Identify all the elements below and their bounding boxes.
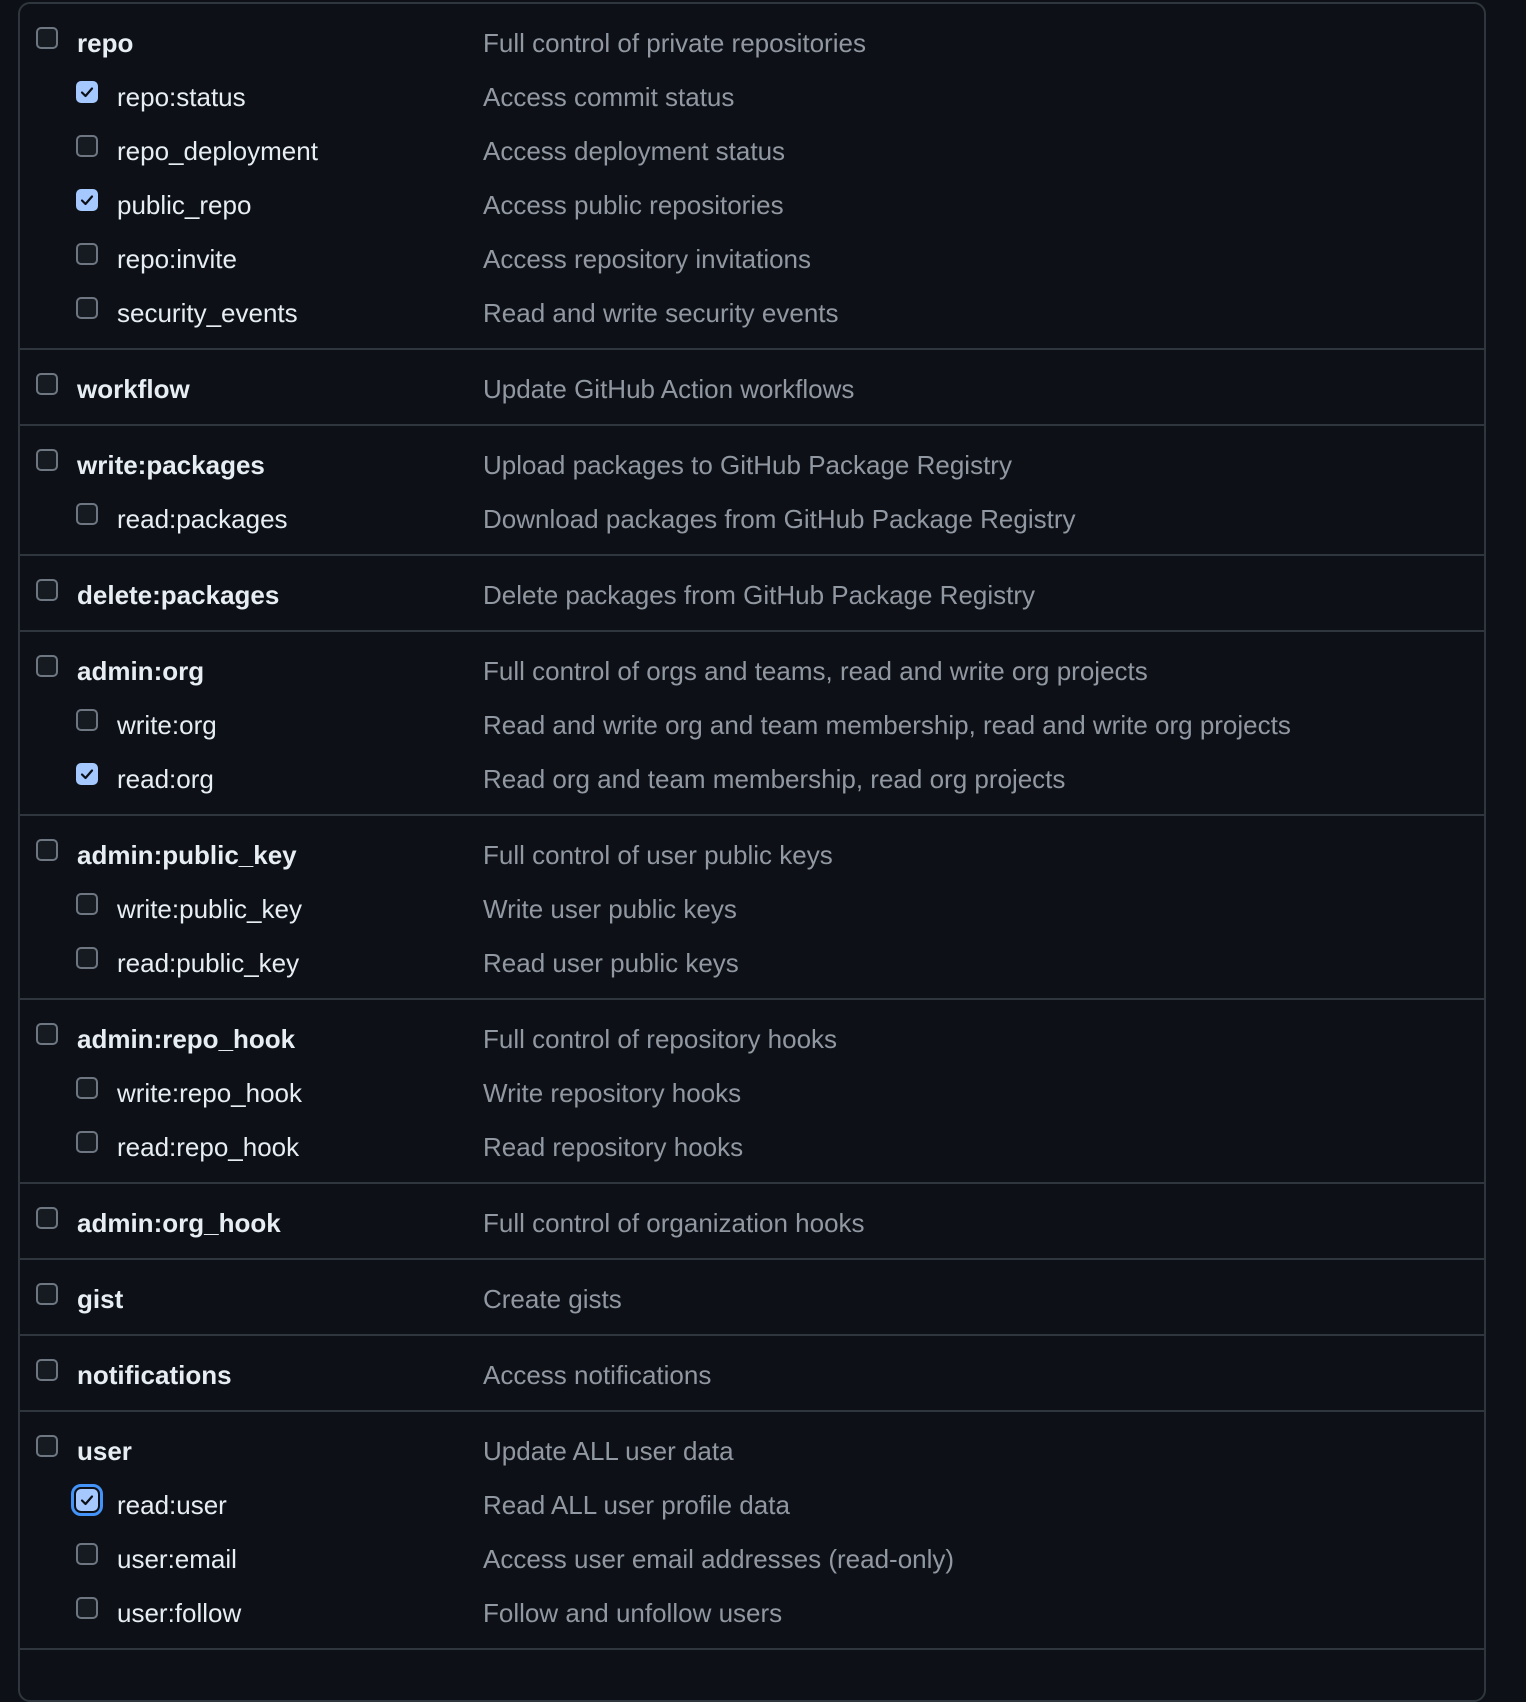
scope-description: Access public repositories — [483, 190, 784, 220]
scope-description: Create gists — [483, 1284, 622, 1314]
scope-group-admin-public-key — [20, 816, 1484, 1000]
scope-description: Access repository invitations — [483, 244, 812, 274]
scope-group-admin-org-hook — [20, 1184, 1484, 1260]
scope-name[interactable]: write:packages — [77, 450, 265, 480]
scope-row-read-packages — [20, 490, 1484, 544]
scope-name[interactable]: read:public_key — [117, 948, 300, 978]
scope-row-repo-invite — [20, 230, 1484, 284]
scope-checkbox-read-public-key[interactable] — [76, 947, 98, 969]
scope-row-admin-org-hook — [20, 1194, 1484, 1248]
scope-name[interactable]: user — [77, 1436, 132, 1466]
scope-name[interactable]: admin:public_key — [77, 840, 297, 870]
scope-description: Full control of orgs and teams, read and write org projects — [483, 656, 1148, 686]
scope-name[interactable]: repo_deployment — [117, 136, 318, 166]
scope-name[interactable]: user:email — [117, 1544, 237, 1574]
scope-description: Delete packages from GitHub Package Registry — [483, 580, 1036, 610]
scope-row-workflow — [20, 360, 1484, 414]
scope-checkbox-repo-invite[interactable] — [76, 243, 98, 265]
scope-checkbox-repo[interactable] — [36, 27, 58, 49]
scope-row-repo-deployment — [20, 122, 1484, 176]
scope-checkbox-notifications[interactable] — [36, 1359, 58, 1381]
scope-checkbox-admin-repo-hook[interactable] — [36, 1023, 58, 1045]
scope-group-write-packages — [20, 426, 1484, 556]
scope-description: Access user email addresses (read-only) — [483, 1544, 955, 1574]
scope-name[interactable]: admin:org_hook — [77, 1208, 281, 1238]
scope-description: Read repository hooks — [483, 1132, 744, 1162]
scope-row-read-public-key — [20, 934, 1484, 988]
scope-checkbox-repo-deployment[interactable] — [76, 135, 98, 157]
scope-name[interactable]: write:public_key — [117, 894, 302, 924]
scope-checkbox-user-follow[interactable] — [76, 1597, 98, 1619]
scope-checkbox-admin-public-key[interactable] — [36, 839, 58, 861]
scope-row-public-repo — [20, 176, 1484, 230]
scope-name[interactable]: read:packages — [117, 504, 288, 534]
scope-description: Full control of private repositories — [483, 28, 866, 58]
scope-name[interactable]: read:org — [117, 764, 214, 794]
scope-group-user — [20, 1412, 1484, 1650]
scope-checkbox-admin-org-hook[interactable] — [36, 1207, 58, 1229]
scope-description: Upload packages to GitHub Package Registry — [483, 450, 1012, 480]
scope-name[interactable]: gist — [77, 1284, 124, 1314]
scope-group-workflow — [20, 350, 1484, 426]
scope-group-delete-packages — [20, 556, 1484, 632]
scope-description: Download packages from GitHub Package Registry — [483, 504, 1076, 534]
scope-name[interactable]: admin:org — [77, 656, 205, 686]
scope-group-repo — [20, 4, 1484, 350]
scope-row-write-repo-hook — [20, 1064, 1484, 1118]
scope-group-gist — [20, 1260, 1484, 1336]
scope-description: Read ALL user profile data — [483, 1490, 790, 1520]
scope-description: Full control of repository hooks — [483, 1024, 838, 1054]
scope-row-repo-status — [20, 68, 1484, 122]
scope-name[interactable]: admin:repo_hook — [77, 1024, 296, 1054]
scope-description: Full control of user public keys — [483, 840, 833, 870]
scope-checkbox-admin-org[interactable] — [36, 655, 58, 677]
scope-checkbox-gist[interactable] — [36, 1283, 58, 1305]
scope-row-write-org — [20, 696, 1484, 750]
scope-checkbox-user-email[interactable] — [76, 1543, 98, 1565]
scope-name[interactable]: read:user — [117, 1490, 227, 1520]
scope-row-admin-public-key — [20, 826, 1484, 880]
scope-name[interactable]: repo:invite — [117, 244, 237, 274]
scope-description: Write repository hooks — [483, 1078, 742, 1108]
scope-name[interactable]: write:repo_hook — [117, 1078, 302, 1108]
scope-row-user-email — [20, 1530, 1484, 1584]
scope-row-read-repo-hook — [20, 1118, 1484, 1172]
scope-name[interactable]: security_events — [117, 298, 298, 328]
scope-name[interactable]: notifications — [77, 1360, 232, 1390]
scope-row-security-events — [20, 284, 1484, 338]
scope-checkbox-write-org[interactable] — [76, 709, 98, 731]
scope-description: Update ALL user data — [483, 1436, 734, 1466]
scope-name[interactable]: repo — [77, 28, 134, 58]
scope-row-admin-repo-hook — [20, 1010, 1484, 1064]
scope-row-read-user — [20, 1476, 1484, 1530]
scope-checkbox-delete-packages[interactable] — [36, 579, 58, 601]
scope-name[interactable]: public_repo — [117, 190, 252, 220]
scope-row-notifications — [20, 1346, 1484, 1400]
scope-checkbox-read-repo-hook[interactable] — [76, 1131, 98, 1153]
scope-row-gist — [20, 1270, 1484, 1324]
scope-description: Update GitHub Action workflows — [483, 374, 855, 404]
scope-description: Follow and unfollow users — [483, 1598, 783, 1628]
scope-description: Read org and team membership, read org projects — [483, 764, 1066, 794]
scope-row-user-follow — [20, 1584, 1484, 1638]
scope-name[interactable]: write:org — [117, 710, 217, 740]
scopes-panel — [18, 2, 1486, 1702]
scope-group-notifications — [20, 1336, 1484, 1412]
scope-name[interactable]: repo:status — [117, 82, 246, 112]
scope-description: Access commit status — [483, 82, 735, 112]
scope-description: Read and write org and team membership, read and write org projects — [483, 710, 1291, 740]
scope-name[interactable]: read:repo_hook — [117, 1132, 300, 1162]
scope-checkbox-write-public-key[interactable] — [76, 893, 98, 915]
scope-checkbox-write-packages[interactable] — [36, 449, 58, 471]
scope-checkbox-repo-status[interactable] — [76, 81, 98, 103]
scope-group-admin-repo-hook — [20, 1000, 1484, 1184]
scope-checkbox-read-user[interactable] — [76, 1489, 98, 1511]
scope-name[interactable]: delete:packages — [77, 580, 280, 610]
scope-description: Access deployment status — [483, 136, 786, 166]
scope-description: Full control of organization hooks — [483, 1208, 865, 1238]
scope-name[interactable]: workflow — [77, 374, 190, 404]
scope-description: Write user public keys — [483, 894, 737, 924]
scope-row-write-packages — [20, 436, 1484, 490]
scope-checkbox-public-repo[interactable] — [76, 189, 98, 211]
scope-checkbox-write-repo-hook[interactable] — [76, 1077, 98, 1099]
scope-description: Read and write security events — [483, 298, 839, 328]
scope-row-delete-packages — [20, 566, 1484, 620]
scope-row-user — [20, 1422, 1484, 1476]
scope-description: Access notifications — [483, 1360, 712, 1390]
scope-checkbox-workflow[interactable] — [36, 373, 58, 395]
scope-row-repo — [20, 14, 1484, 68]
scope-row-read-org — [20, 750, 1484, 804]
scope-checkbox-user[interactable] — [36, 1435, 58, 1457]
scope-checkbox-read-org[interactable] — [76, 763, 98, 785]
scope-checkbox-security-events[interactable] — [76, 297, 98, 319]
scope-row-admin-org — [20, 642, 1484, 696]
scope-checkbox-read-packages[interactable] — [76, 503, 98, 525]
scope-group-admin-org — [20, 632, 1484, 816]
scope-name[interactable]: user:follow — [117, 1598, 242, 1628]
scope-description: Read user public keys — [483, 948, 739, 978]
scope-row-write-public-key — [20, 880, 1484, 934]
